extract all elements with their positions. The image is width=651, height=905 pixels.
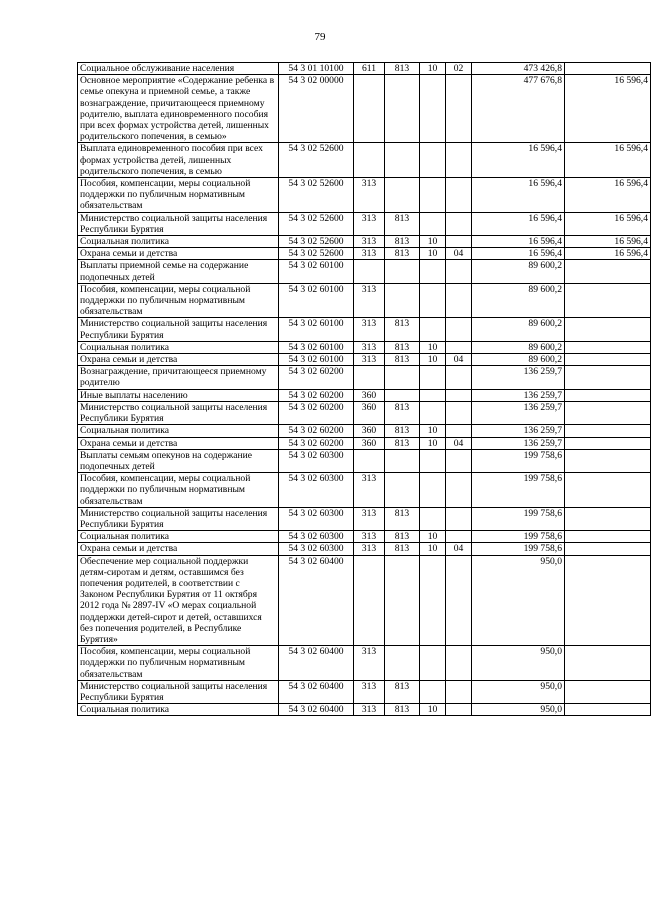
ministry-code-cell: 813 [385, 212, 420, 235]
subsection-cell [446, 680, 472, 703]
amount-federal-cell [565, 680, 651, 703]
target-code-cell: 54 3 01 10100 [279, 63, 354, 75]
table-row [78, 531, 651, 543]
subsection-cell [446, 318, 472, 341]
ministry-code-cell: 813 [385, 341, 420, 353]
table-row [78, 401, 651, 424]
amount-total-cell: 89 600,2 [472, 354, 565, 366]
amount-federal-cell [565, 260, 651, 283]
section-cell: 10 [420, 704, 446, 716]
table-row [78, 63, 651, 75]
target-code-cell: 54 3 02 60400 [279, 704, 354, 716]
subsection-cell [446, 531, 472, 543]
table-row [78, 543, 651, 555]
row-name-cell: Выплаты семьям опекунов на содержание подопечных детей [78, 449, 279, 472]
subsection-cell [446, 425, 472, 437]
target-code-cell: 54 3 02 60300 [279, 449, 354, 472]
section-cell: 10 [420, 543, 446, 555]
table-row [78, 389, 651, 401]
amount-total-cell: 136 259,7 [472, 437, 565, 449]
target-code-cell: 54 3 02 52600 [279, 248, 354, 260]
expense-type-cell: 313 [354, 473, 385, 508]
table-row [78, 248, 651, 260]
ministry-code-cell: 813 [385, 318, 420, 341]
amount-federal-cell [565, 366, 651, 389]
ministry-code-cell: 813 [385, 425, 420, 437]
row-name-cell: Пособия, компенсации, меры социальной поддержки по публичным нормативным обязательствам [78, 473, 279, 508]
section-cell [420, 646, 446, 681]
target-code-cell: 54 3 02 60200 [279, 437, 354, 449]
amount-federal-cell [565, 449, 651, 472]
subsection-cell: 04 [446, 354, 472, 366]
target-code-cell: 54 3 02 52600 [279, 212, 354, 235]
section-cell [420, 507, 446, 530]
ministry-code-cell: 813 [385, 437, 420, 449]
amount-federal-cell [565, 425, 651, 437]
section-cell: 10 [420, 248, 446, 260]
subsection-cell: 04 [446, 543, 472, 555]
ministry-code-cell: 813 [385, 531, 420, 543]
amount-federal-cell [565, 543, 651, 555]
row-name-cell: Иные выплаты населению [78, 389, 279, 401]
target-code-cell: 54 3 02 60100 [279, 341, 354, 353]
target-code-cell: 54 3 02 60400 [279, 680, 354, 703]
expense-type-cell [354, 75, 385, 143]
amount-total-cell: 136 259,7 [472, 401, 565, 424]
table-row [78, 437, 651, 449]
subsection-cell: 04 [446, 248, 472, 260]
subsection-cell [446, 507, 472, 530]
section-cell [420, 401, 446, 424]
page-number: 79 [314, 31, 326, 43]
ministry-code-cell [385, 143, 420, 178]
section-cell [420, 366, 446, 389]
row-name-cell: Пособия, компенсации, меры социальной поддержки по публичным нормативным обязательствам [78, 178, 279, 213]
table-row [78, 178, 651, 213]
table-row [78, 704, 651, 716]
expense-type-cell: 360 [354, 401, 385, 424]
subsection-cell [446, 401, 472, 424]
target-code-cell: 54 3 02 60100 [279, 260, 354, 283]
table-row [78, 212, 651, 235]
ministry-code-cell [385, 260, 420, 283]
section-cell [420, 318, 446, 341]
amount-total-cell: 950,0 [472, 680, 565, 703]
amount-federal-cell [565, 704, 651, 716]
target-code-cell: 54 3 02 00000 [279, 75, 354, 143]
section-cell [420, 473, 446, 508]
target-code-cell: 54 3 02 52600 [279, 236, 354, 248]
amount-total-cell: 199 758,6 [472, 449, 565, 472]
row-name-cell: Социальная политика [78, 531, 279, 543]
target-code-cell: 54 3 02 60200 [279, 425, 354, 437]
row-name-cell: Охрана семьи и детства [78, 437, 279, 449]
table-row [78, 354, 651, 366]
row-name-cell: Пособия, компенсации, меры социальной поддержки по публичным нормативным обязательствам [78, 283, 279, 318]
section-cell [420, 555, 446, 646]
subsection-cell [446, 75, 472, 143]
amount-total-cell: 89 600,2 [472, 283, 565, 318]
target-code-cell: 54 3 02 60200 [279, 401, 354, 424]
expense-type-cell: 313 [354, 341, 385, 353]
section-cell: 10 [420, 63, 446, 75]
expense-type-cell: 313 [354, 236, 385, 248]
target-code-cell: 54 3 02 60300 [279, 543, 354, 555]
section-cell: 10 [420, 236, 446, 248]
expense-type-cell [354, 449, 385, 472]
expense-type-cell: 360 [354, 389, 385, 401]
amount-federal-cell [565, 473, 651, 508]
ministry-code-cell [385, 366, 420, 389]
section-cell [420, 449, 446, 472]
row-name-cell: Министерство социальной защиты населения Республики Бурятия [78, 212, 279, 235]
amount-total-cell: 136 259,7 [472, 366, 565, 389]
amount-total-cell: 199 758,6 [472, 507, 565, 530]
amount-total-cell: 16 596,4 [472, 212, 565, 235]
section-cell [420, 212, 446, 235]
amount-total-cell: 16 596,4 [472, 248, 565, 260]
table-row [78, 507, 651, 530]
amount-federal-cell [565, 507, 651, 530]
amount-total-cell: 89 600,2 [472, 341, 565, 353]
section-cell [420, 75, 446, 143]
ministry-code-cell: 813 [385, 543, 420, 555]
amount-total-cell: 199 758,6 [472, 531, 565, 543]
amount-total-cell: 16 596,4 [472, 236, 565, 248]
ministry-code-cell [385, 75, 420, 143]
subsection-cell: 04 [446, 437, 472, 449]
table-row [78, 236, 651, 248]
expense-type-cell: 313 [354, 248, 385, 260]
expense-type-cell: 313 [354, 531, 385, 543]
expense-type-cell: 611 [354, 63, 385, 75]
row-name-cell: Социальная политика [78, 425, 279, 437]
row-name-cell: Выплата единовременного пособия при всех формах устройства детей, лишенных родительского попечения, в семью [78, 143, 279, 178]
subsection-cell: 02 [446, 63, 472, 75]
table-row [78, 425, 651, 437]
table-row [78, 449, 651, 472]
row-name-cell: Социальная политика [78, 704, 279, 716]
subsection-cell [446, 449, 472, 472]
amount-total-cell: 89 600,2 [472, 260, 565, 283]
table-row [78, 283, 651, 318]
section-cell [420, 178, 446, 213]
table-row [78, 318, 651, 341]
expense-type-cell: 313 [354, 704, 385, 716]
expense-type-cell: 313 [354, 507, 385, 530]
expense-type-cell [354, 555, 385, 646]
expense-type-cell: 313 [354, 318, 385, 341]
target-code-cell: 54 3 02 60300 [279, 531, 354, 543]
row-name-cell: Пособия, компенсации, меры социальной поддержки по публичным нормативным обязательствам [78, 646, 279, 681]
amount-federal-cell: 16 596,4 [565, 236, 651, 248]
target-code-cell: 54 3 02 60200 [279, 389, 354, 401]
ministry-code-cell [385, 646, 420, 681]
row-name-cell: Охрана семьи и детства [78, 543, 279, 555]
subsection-cell [446, 178, 472, 213]
expense-type-cell: 360 [354, 437, 385, 449]
row-name-cell: Социальная политика [78, 236, 279, 248]
target-code-cell: 54 3 02 60100 [279, 354, 354, 366]
expense-type-cell: 313 [354, 212, 385, 235]
target-code-cell: 54 3 02 52600 [279, 143, 354, 178]
expense-type-cell: 360 [354, 425, 385, 437]
amount-federal-cell [565, 63, 651, 75]
ministry-code-cell [385, 449, 420, 472]
amount-total-cell: 473 426,8 [472, 63, 565, 75]
row-name-cell: Социальная политика [78, 341, 279, 353]
ministry-code-cell [385, 389, 420, 401]
amount-federal-cell [565, 341, 651, 353]
amount-federal-cell [565, 283, 651, 318]
amount-total-cell: 136 259,7 [472, 425, 565, 437]
expense-type-cell: 313 [354, 680, 385, 703]
section-cell: 10 [420, 425, 446, 437]
amount-federal-cell: 16 596,4 [565, 75, 651, 143]
expense-type-cell: 313 [354, 354, 385, 366]
section-cell: 10 [420, 531, 446, 543]
table-row [78, 143, 651, 178]
ministry-code-cell: 813 [385, 236, 420, 248]
subsection-cell [446, 389, 472, 401]
table-row [78, 555, 651, 646]
section-cell [420, 260, 446, 283]
target-code-cell: 54 3 02 60300 [279, 473, 354, 508]
target-code-cell: 54 3 02 60100 [279, 318, 354, 341]
row-name-cell: Основное мероприятие «Содержание ребенка в семье опекуна и приемной семье, а также вознаграждение, причитающееся приемному родителю, выплата единовременного пособия при всех формах устройства детей, лишенных родительского попечения, в семью» [78, 75, 279, 143]
target-code-cell: 54 3 02 60100 [279, 283, 354, 318]
ministry-code-cell [385, 283, 420, 318]
expense-type-cell: 313 [354, 178, 385, 213]
subsection-cell [446, 260, 472, 283]
amount-federal-cell [565, 437, 651, 449]
amount-total-cell: 89 600,2 [472, 318, 565, 341]
section-cell: 10 [420, 341, 446, 353]
amount-federal-cell: 16 596,4 [565, 212, 651, 235]
ministry-code-cell: 813 [385, 248, 420, 260]
amount-federal-cell [565, 646, 651, 681]
amount-federal-cell [565, 555, 651, 646]
amount-total-cell: 199 758,6 [472, 543, 565, 555]
subsection-cell [446, 143, 472, 178]
ministry-code-cell [385, 473, 420, 508]
row-name-cell: Министерство социальной защиты населения Республики Бурятия [78, 318, 279, 341]
target-code-cell: 54 3 02 52600 [279, 178, 354, 213]
table-row [78, 260, 651, 283]
amount-federal-cell [565, 531, 651, 543]
subsection-cell [446, 341, 472, 353]
row-name-cell: Социальное обслуживание населения [78, 63, 279, 75]
table-row [78, 366, 651, 389]
amount-federal-cell [565, 389, 651, 401]
section-cell: 10 [420, 437, 446, 449]
section-cell: 10 [420, 354, 446, 366]
expense-type-cell: 313 [354, 646, 385, 681]
row-name-cell: Охрана семьи и детства [78, 354, 279, 366]
expense-type-cell: 313 [354, 283, 385, 318]
amount-federal-cell [565, 318, 651, 341]
amount-federal-cell: 16 596,4 [565, 143, 651, 178]
target-code-cell: 54 3 02 60400 [279, 646, 354, 681]
amount-total-cell: 950,0 [472, 555, 565, 646]
section-cell [420, 389, 446, 401]
table-row [78, 473, 651, 508]
expense-type-cell: 313 [354, 543, 385, 555]
budget-table [77, 62, 651, 716]
budget-table-body [78, 63, 651, 716]
ministry-code-cell: 813 [385, 680, 420, 703]
row-name-cell: Министерство социальной защиты населения Республики Бурятия [78, 507, 279, 530]
amount-total-cell: 16 596,4 [472, 143, 565, 178]
expense-type-cell [354, 143, 385, 178]
subsection-cell [446, 366, 472, 389]
amount-federal-cell: 16 596,4 [565, 248, 651, 260]
expense-type-cell [354, 260, 385, 283]
table-row [78, 341, 651, 353]
ministry-code-cell: 813 [385, 354, 420, 366]
ministry-code-cell: 813 [385, 704, 420, 716]
subsection-cell [446, 283, 472, 318]
target-code-cell: 54 3 02 60200 [279, 366, 354, 389]
subsection-cell [446, 236, 472, 248]
ministry-code-cell [385, 555, 420, 646]
amount-federal-cell [565, 401, 651, 424]
row-name-cell: Охрана семьи и детства [78, 248, 279, 260]
amount-total-cell: 136 259,7 [472, 389, 565, 401]
amount-total-cell: 950,0 [472, 646, 565, 681]
subsection-cell [446, 212, 472, 235]
amount-federal-cell: 16 596,4 [565, 178, 651, 213]
section-cell [420, 283, 446, 318]
amount-total-cell: 16 596,4 [472, 178, 565, 213]
section-cell [420, 143, 446, 178]
ministry-code-cell: 813 [385, 507, 420, 530]
target-code-cell: 54 3 02 60400 [279, 555, 354, 646]
subsection-cell [446, 473, 472, 508]
amount-total-cell: 477 676,8 [472, 75, 565, 143]
table-row [78, 75, 651, 143]
subsection-cell [446, 646, 472, 681]
row-name-cell: Обеспечение мер социальной поддержки детям-сиротам и детям, оставшимся без попечения родителей, в соответствии с Законом Республики Бурятия от 11 октября 2012 года № 2897-IV «О мерах социальной поддержки детей-сирот и детей, оставшихся без попечения родителей, в Республике Бурятия» [78, 555, 279, 646]
table-row [78, 646, 651, 681]
subsection-cell [446, 704, 472, 716]
expense-type-cell [354, 366, 385, 389]
ministry-code-cell [385, 178, 420, 213]
row-name-cell: Министерство социальной защиты населения Республики Бурятия [78, 401, 279, 424]
subsection-cell [446, 555, 472, 646]
amount-total-cell: 950,0 [472, 704, 565, 716]
row-name-cell: Выплаты приемной семье на содержание подопечных детей [78, 260, 279, 283]
amount-total-cell: 199 758,6 [472, 473, 565, 508]
target-code-cell: 54 3 02 60300 [279, 507, 354, 530]
row-name-cell: Вознаграждение, причитающееся приемному родителю [78, 366, 279, 389]
table-row [78, 680, 651, 703]
ministry-code-cell: 813 [385, 401, 420, 424]
ministry-code-cell: 813 [385, 63, 420, 75]
amount-federal-cell [565, 354, 651, 366]
section-cell [420, 680, 446, 703]
row-name-cell: Министерство социальной защиты населения Республики Бурятия [78, 680, 279, 703]
